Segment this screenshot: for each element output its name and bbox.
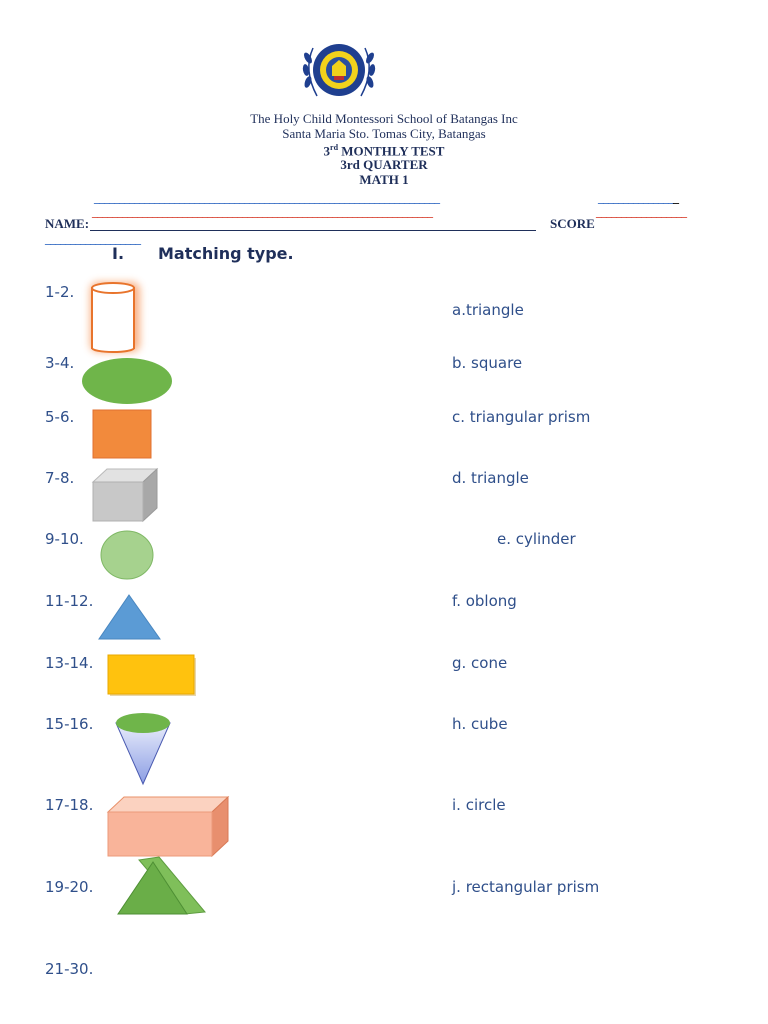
item-number: 9-10. xyxy=(45,530,84,548)
rectangle-icon xyxy=(107,654,197,702)
blank-line: ____________________________________________________________________ xyxy=(92,204,432,218)
choice-e: e. cylinder xyxy=(497,530,576,548)
cylinder-icon xyxy=(84,278,146,360)
item-number: 7-8. xyxy=(45,469,75,487)
rectangular-prism-icon xyxy=(107,796,231,862)
choice-c: c. triangular prism xyxy=(452,408,591,426)
choice-f: f. oblong xyxy=(452,592,517,610)
choice-a: a.triangle xyxy=(452,301,524,319)
choice-b: b. square xyxy=(452,354,523,372)
subject-label: MATH 1 xyxy=(359,172,409,187)
school-address: Santa Maria Sto. Tomas City, Batangas xyxy=(282,126,486,141)
oval-icon xyxy=(81,357,173,409)
quarter-label: 3rd QUARTER xyxy=(340,157,428,172)
item-number: 21-30. xyxy=(45,960,94,978)
item-number: 3-4. xyxy=(45,354,75,372)
choice-d: d. triangle xyxy=(452,469,529,487)
blank-line: ________________ xyxy=(598,190,678,204)
cube-icon xyxy=(92,468,158,526)
section-number: I. xyxy=(112,244,125,263)
school-seal-logo xyxy=(299,40,379,102)
name-field[interactable] xyxy=(90,216,536,231)
item-number: 19-20. xyxy=(45,878,94,896)
item-number: 13-14. xyxy=(45,654,94,672)
school-name: The Holy Child Montessori School of Batangas Inc xyxy=(250,111,518,126)
circle-icon xyxy=(100,530,156,586)
name-label: NAME: xyxy=(45,216,90,231)
square-icon xyxy=(92,409,154,465)
choice-g: g. cone xyxy=(452,654,508,672)
triangular-prism-icon xyxy=(117,856,209,922)
cone-icon xyxy=(113,711,173,791)
triangle-icon xyxy=(98,594,162,646)
item-number: 17-18. xyxy=(45,796,94,814)
blank-line: __________________ xyxy=(596,204,686,218)
score-field[interactable]: ___________________ xyxy=(45,231,140,245)
choice-j: j. rectangular prism xyxy=(452,878,600,896)
blank-line: _____________________________________________________________________ xyxy=(94,190,439,204)
score-label: SCORE xyxy=(550,216,595,231)
choice-i: i. circle xyxy=(452,796,506,814)
item-number: 1-2. xyxy=(45,283,75,301)
choice-h: h. cube xyxy=(452,715,508,733)
item-number: 15-16. xyxy=(45,715,94,733)
section-title: Matching type. xyxy=(158,244,294,263)
test-title: 3rd MONTHLY TEST xyxy=(323,143,445,159)
item-number: 5-6. xyxy=(45,408,75,426)
item-number: 11-12. xyxy=(45,592,94,610)
